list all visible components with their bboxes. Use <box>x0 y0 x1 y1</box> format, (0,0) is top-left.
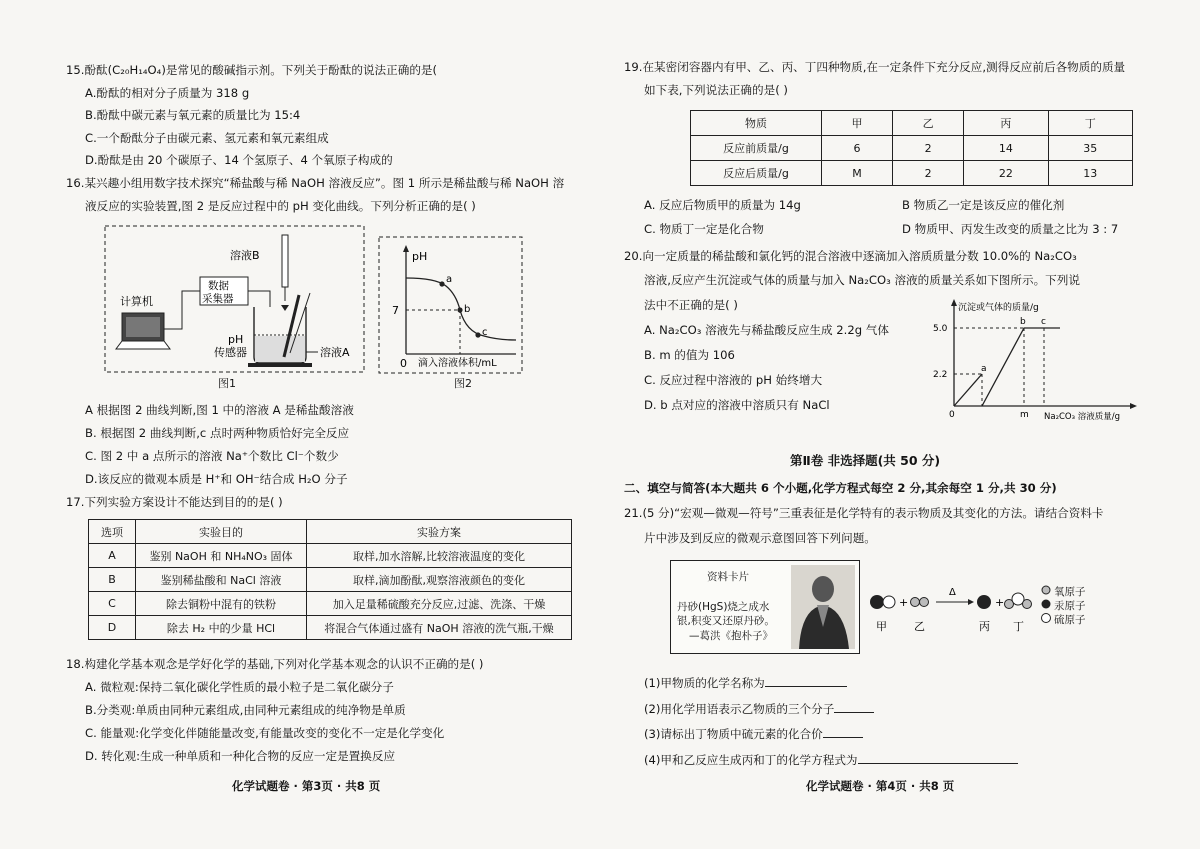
q16-figure2 <box>378 236 524 375</box>
q19-header: 丁 <box>1048 111 1132 136</box>
q17-cell: D <box>89 616 136 640</box>
fig1-caption: 图1 <box>218 377 236 390</box>
q17-cell: 鉴别稀盐酸和 NaCl 溶液 <box>136 568 307 592</box>
label-yi: 乙 <box>914 620 925 633</box>
q16-stem-line2: 液反应的实验装置,图 2 是反应过程中的 pH 变化曲线。下列分析正确的是( ) <box>85 199 476 213</box>
q20-label-c: c <box>1041 317 1046 327</box>
q16-option-d: D.该反应的微观本质是 H⁺和 OH⁻结合成 H₂O 分子 <box>85 472 348 486</box>
q21-sub1 <box>644 674 847 691</box>
svg-text:+: + <box>899 596 909 609</box>
q18-option-c: C. 能量观:化学变化伴随能量改变,有能量改变的变化不一定是化学变化 <box>85 726 445 740</box>
q15-stem: 15.酚酞(C₂₀H₁₄O₄)是常见的酸碱指示剂。下列关于酚酞的说法正确的是( <box>66 63 438 77</box>
section2-heading: 二、填空与简答(本大题共 6 个小题,化学方程式每空 2 分,其余每空 1 分,共 30 分) <box>624 481 1057 495</box>
right-page-footer: 化学试题卷 · 第4页 · 共8 页 <box>806 779 955 793</box>
fig1-data-label-1: 数据 <box>208 280 229 292</box>
fig2-origin: 0 <box>400 357 407 370</box>
fig2-label-b: b <box>464 304 471 315</box>
q20-option-a: A. Na₂CO₃ 溶液先与稀盐酸反应生成 2.2g 气体 <box>644 323 889 337</box>
card-title: 资料卡片 <box>707 571 749 583</box>
q21-reaction-diagram <box>868 580 1068 646</box>
q20-option-d: D. b 点对应的溶液中溶质只有 NaCl <box>644 398 830 412</box>
q20-ylabel: 沉淀或气体的质量/g <box>958 303 1039 313</box>
q18-stem: 18.构建化学基本观念是学好化学的基础,下列对化学基本观念的认识不正确的是( ) <box>66 657 484 671</box>
q20-stem-line3: 法中不正确的是( ) <box>644 298 738 312</box>
q19-cell: 22 <box>964 161 1048 186</box>
q19-option-b: B 物质乙一定是该反应的催化剂 <box>902 198 1065 212</box>
q19-cell: 13 <box>1048 161 1132 186</box>
fig2-ylabel: pH <box>412 250 428 263</box>
q20-xtick-m: m <box>1020 410 1029 420</box>
reaction-delta: Δ <box>949 587 956 598</box>
fig2-ytick: 7 <box>392 304 399 317</box>
q21-stem-line2: 片中涉及到反应的微观示意图回答下列问题。 <box>644 531 876 545</box>
q18-option-b: B.分类观:单质由同种元素组成,由同种元素组成的纯净物是单质 <box>85 703 406 717</box>
q21-sub3-blank[interactable] <box>823 725 863 738</box>
q21-sub2-text: (2)用化学用语表示乙物质的三个分子 <box>644 702 835 716</box>
q19-cell: 35 <box>1048 136 1132 161</box>
q19-option-c: C. 物质丁一定是化合物 <box>644 222 764 236</box>
q20-xlabel: Na₂CO₃ 溶液质量/g <box>1044 412 1120 422</box>
q19-option-a: A. 反应后物质甲的质量为 14g <box>644 198 801 212</box>
q17-cell: 除去 H₂ 中的少量 HCl <box>136 616 307 640</box>
q20-origin: 0 <box>949 410 955 420</box>
q21-sub3-text: (3)请标出丁物质中硫元素的化合价 <box>644 727 823 741</box>
card-line1: 丹砂(HgS)烧之成水 <box>677 601 770 613</box>
q20-label-b: b <box>1020 317 1026 327</box>
q19-cell: 2 <box>893 136 964 161</box>
fig2-point-c <box>475 332 480 337</box>
oxygen-atom-icon <box>1023 600 1032 609</box>
fig2-point-a <box>439 281 444 286</box>
q18-option-d: D. 转化观:生成一种单质和一种化合物的反应一定是置换反应 <box>85 749 396 763</box>
q21-sub4 <box>644 751 1018 768</box>
q17-table <box>88 519 572 640</box>
q17-header: 实验方案 <box>307 520 572 544</box>
q18-option-a: A. 微粒观:保持二氧化碳化学性质的最小粒子是二氧化碳分子 <box>85 680 394 694</box>
fig2-point-b <box>457 307 462 312</box>
right-page <box>600 0 1160 849</box>
fig1-sensor-label-2: 传感器 <box>214 346 247 359</box>
q19-option-d: D 物质甲、丙发生改变的质量之比为 3 : 7 <box>902 222 1119 236</box>
q21-stem-line1: 21.(5 分)“宏观—微观—符号”三重表征是化学特有的表示物质及其变化的方法。请结合资料卡 <box>624 506 1104 520</box>
oxygen-atom-icon <box>920 598 929 607</box>
q20-stem-line2: 溶液,反应产生沉淀或气体的质量与加入 Na₂CO₃ 溶液的质量关系如下图所示。下列说 <box>644 273 1080 287</box>
mercury-atom-icon <box>870 595 884 609</box>
burette-icon <box>282 235 288 287</box>
q19-stem-line1: 19.在某密闭容器内有甲、乙、丙、丁四种物质,在一定条件下充分反应,测得反应前后各物质的质量 <box>624 60 1126 74</box>
fig2-xlabel: 滴入溶液体积/mL <box>418 358 497 369</box>
card-line2: 银,积变又还原丹砂。 <box>677 615 775 627</box>
q17-cell: 加入足量稀硫酸充分反应,过滤、洗涤、干燥 <box>307 592 572 616</box>
sulfur-atom-icon <box>883 596 895 608</box>
q17-cell: 将混合气体通过盛有 NaOH 溶液的洗气瓶,干燥 <box>307 616 572 640</box>
q20-option-b: B. m 的值为 106 <box>644 348 735 362</box>
q19-header: 丙 <box>964 111 1048 136</box>
q19-stem-line2: 如下表,下列说法正确的是( ) <box>644 83 788 97</box>
q19-cell: 反应后质量/g <box>691 161 822 186</box>
q16-option-a: A 根据图 2 曲线判断,图 1 中的溶液 A 是稀盐酸溶液 <box>85 403 354 417</box>
q17-cell: C <box>89 592 136 616</box>
ge-hong-portrait-icon <box>791 565 855 649</box>
q20-gas-line <box>954 374 982 406</box>
q21-sub2 <box>644 700 874 717</box>
label-jia: 甲 <box>876 620 887 633</box>
fig2-label-c: c <box>482 327 488 338</box>
q15-option-c: C.一个酚酞分子由碳元素、氢元素和氧元素组成 <box>85 131 329 145</box>
fig2-caption: 图2 <box>454 377 472 390</box>
legend-sulfur: 硫原子 <box>1054 614 1086 626</box>
q21-data-card <box>670 560 860 654</box>
q19-cell: 2 <box>893 161 964 186</box>
left-page <box>0 0 565 849</box>
fig2-label-a: a <box>446 274 453 285</box>
label-ding: 丁 <box>1013 620 1024 633</box>
legend-oxygen: 氧原子 <box>1054 586 1086 598</box>
q17-header: 实验目的 <box>136 520 307 544</box>
legend-mercury: 汞原子 <box>1054 600 1086 612</box>
part2-title: 第Ⅱ卷 非选择题(共 50 分) <box>790 453 941 468</box>
q21-sub4-text: (4)甲和乙反应生成丙和丁的化学方程式为 <box>644 753 858 767</box>
q19-cell: M <box>822 161 893 186</box>
q17-cell: 除去铜粉中混有的铁粉 <box>136 592 307 616</box>
q17-header: 选项 <box>89 520 136 544</box>
q16-stem-line1: 16.某兴趣小组用数字技术探究“稀盐酸与稀 NaOH 溶液反应”。图 1 所示是稀盐酸与稀 NaOH 溶 <box>66 176 565 190</box>
q21-sub4-blank[interactable] <box>858 751 1018 764</box>
mercury-atom-icon <box>977 595 991 609</box>
q19-cell: 14 <box>964 136 1048 161</box>
svg-text:+: + <box>995 596 1005 609</box>
q17-cell: A <box>89 544 136 568</box>
q15-option-d: D.酚酞是由 20 个碳原子、14 个氢原子、4 个氧原子构成的 <box>85 153 393 167</box>
fig1-computer-label: 计算机 <box>120 295 153 308</box>
q15-option-b: B.酚酞中碳元素与氧元素的质量比为 15:4 <box>85 108 301 122</box>
q19-header: 乙 <box>893 111 964 136</box>
q16-figure1 <box>104 225 366 375</box>
q19-table <box>690 110 1133 186</box>
q19-cell: 6 <box>822 136 893 161</box>
q19-header: 物质 <box>691 111 822 136</box>
q19-cell: 反应前质量/g <box>691 136 822 161</box>
q21-sub3 <box>644 725 863 742</box>
card-line3: —葛洪《抱朴子》 <box>689 630 773 642</box>
q20-ytick-high: 5.0 <box>933 324 948 334</box>
fig1-solution-b-label: 溶液B <box>230 249 260 262</box>
left-page-footer: 化学试题卷 · 第3页 · 共8 页 <box>232 779 381 793</box>
q17-cell: B <box>89 568 136 592</box>
q16-option-b: B. 根据图 2 曲线判断,c 点时两种物质恰好完全反应 <box>85 426 350 440</box>
q20-ytick-low: 2.2 <box>933 370 948 380</box>
q17-stem: 17.下列实验方案设计不能达到目的的是( ) <box>66 495 283 509</box>
fig1-sensor-label-1: pH <box>228 333 244 346</box>
q17-cell: 取样,加水溶解,比较溶液温度的变化 <box>307 544 572 568</box>
q19-header: 甲 <box>822 111 893 136</box>
q20-stem-line1: 20.向一定质量的稀盐酸和氯化钙的混合溶液中逐滴加入溶质质量分数 10.0%的 Na₂CO₃ <box>624 249 1077 263</box>
q21-sub1-text: (1)甲物质的化学名称为 <box>644 676 765 690</box>
q20-option-c: C. 反应过程中溶液的 pH 始终增大 <box>644 373 823 387</box>
q15-option-a: A.酚酞的相对分子质量为 318 g <box>85 86 250 100</box>
q17-cell: 取样,滴加酚酞,观察溶液颜色的变化 <box>307 568 572 592</box>
label-bing: 丙 <box>979 620 990 633</box>
fig1-solution-a-label: 溶液A <box>320 346 350 359</box>
q21-sub2-blank[interactable] <box>834 700 874 713</box>
q20-graph <box>932 296 1142 426</box>
fig1-data-label-2: 采集器 <box>202 293 234 305</box>
oxygen-atom-icon <box>911 598 920 607</box>
q16-option-c: C. 图 2 中 a 点所示的溶液 Na⁺个数比 Cl⁻个数少 <box>85 449 339 463</box>
q17-cell: 鉴别 NaOH 和 NH₄NO₃ 固体 <box>136 544 307 568</box>
q20-label-a: a <box>981 364 987 374</box>
q20-precipitate-line <box>982 328 1060 406</box>
q21-sub1-blank[interactable] <box>765 674 847 687</box>
